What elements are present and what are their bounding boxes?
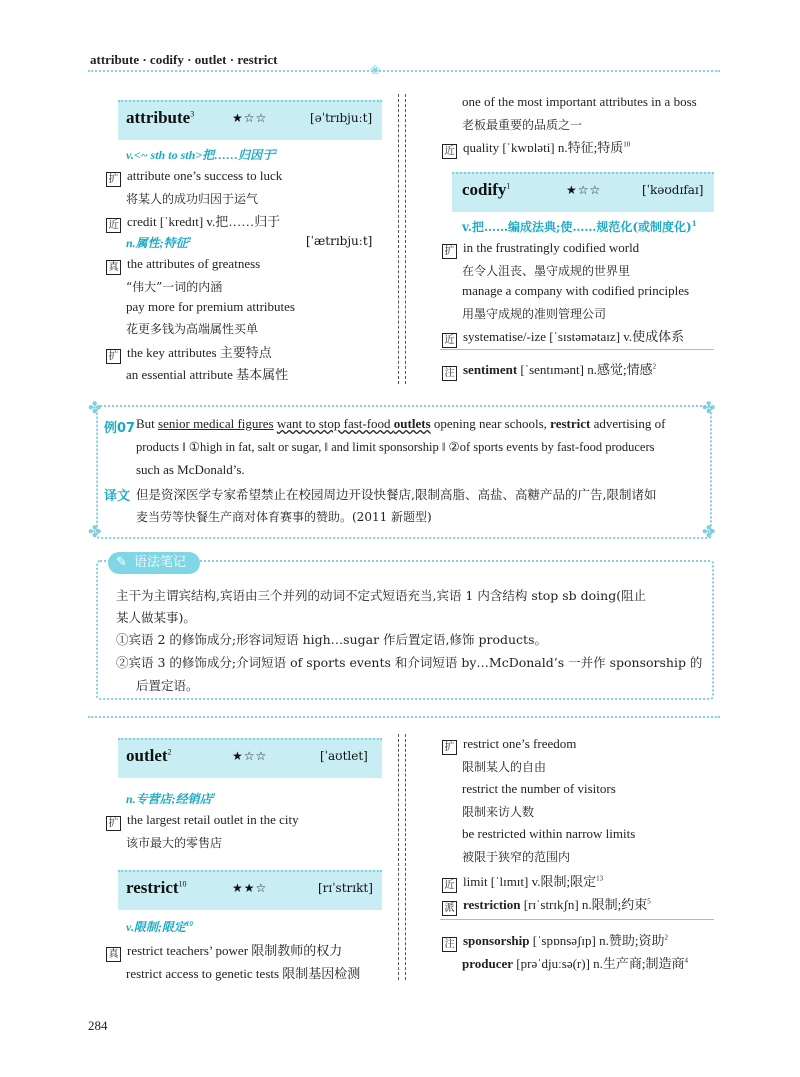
- note-tag-icon: 注: [442, 937, 457, 952]
- expand-tag-icon: 扩: [442, 244, 457, 259]
- attribute-example-cont-zh: 老板最重要的品质之一: [462, 118, 583, 132]
- real-tag-icon: 真: [106, 260, 121, 275]
- near-tag-icon: 近: [442, 144, 457, 159]
- restrict-ext3: be restricted within narrow limits: [462, 826, 636, 841]
- outlet-headword: outlet$^2$: [126, 746, 172, 765]
- codify-headword: codify$^1$: [462, 180, 511, 199]
- attribute-pos1: v.<~ sth to sth>把……归因于$^1$: [126, 148, 278, 162]
- corner-ornament-icon: ✤: [88, 398, 102, 417]
- restrict-ipa: [rɪˈstrɪkt]: [318, 881, 373, 895]
- producer-note: producer [prəˈdjuːsə(r)] n.生产商;制造商$^4$: [462, 956, 689, 971]
- attribute-near: 近 credit [ˈkredɪt] v.把……归于: [106, 211, 280, 233]
- note-divider: [440, 919, 714, 920]
- near-tag-icon: 近: [442, 878, 457, 893]
- header-divider: [88, 70, 720, 72]
- example-line1: But senior medical figures want to stop fast-food outlets opening near schools, restrict advertising of: [136, 416, 666, 431]
- attribute-ipa: [əˈtrɪbjuːt]: [310, 111, 373, 125]
- example-line3: such as McDonald’s.: [136, 462, 245, 477]
- expand-tag-icon: 扩: [106, 349, 121, 364]
- restrict-ext3-zh: 被限于狭窄的范围内: [462, 850, 571, 864]
- codify-stars: ★☆☆: [566, 183, 602, 197]
- codify-ext1: 扩 in the frustratingly codified world: [442, 240, 639, 259]
- outlet-pos: n.专营店;经销店$^2$: [126, 792, 216, 806]
- attribute-stars: ★☆☆: [232, 111, 268, 125]
- codify-pos: v.把……编成法典;使……规范化(或制度化)$^1$: [462, 219, 697, 234]
- codify-ext2: manage a company with codified principles: [462, 283, 690, 298]
- restrict-stars: ★★☆: [232, 881, 268, 895]
- example-line2: products ‖ ①high in fat, salt or sugar, ‖ and limit sponsorship ‖ ②of sports events by fast-food producers: [136, 440, 655, 454]
- expand-tag-icon: 扩: [106, 816, 121, 831]
- derive-tag-icon: 派: [442, 901, 457, 916]
- note-tag-icon: 注: [442, 366, 457, 381]
- example-label: 例07: [104, 421, 136, 436]
- expand-tag-icon: 扩: [106, 172, 121, 187]
- grammar-line4: ②宾语 3 的修饰成分;介词短语 of sports events 和介词短语 by…McDonald’s 一并作 sponsorship 的: [116, 655, 703, 670]
- outlet-ext1: 扩 the largest retail outlet in the city: [106, 812, 299, 831]
- codify-near: 近 systematise/-ize [ˈsɪstəmətaɪz] v.使成体系: [442, 326, 684, 348]
- sentiment-note: 注 sentiment [ˈsentɪmənt] n.感觉;情感$^2$: [442, 359, 656, 381]
- real-tag-icon: 真: [106, 947, 121, 962]
- translation-line1: 但是资深医学专家希望禁止在校园周边开设快餐店,限制高脂、高盐、高糖产品的广告,限制诸如: [136, 487, 657, 502]
- attribute-headword: attribute$^3$: [126, 108, 195, 127]
- running-header: attribute · codify · outlet · restrict: [90, 52, 278, 67]
- restrict-ext2: restrict the number of visitors: [462, 781, 616, 796]
- grammar-notes-tab: ✎ 语法笔记: [108, 552, 200, 574]
- quality-near: 近 quality [ˈkwɒləti] n.特征;特质$^{10}$: [442, 137, 630, 159]
- translation-line2: 麦当劳等快餐生产商对体育赛事的赞助。(2011 新题型): [136, 510, 432, 524]
- restrict-ext1-zh: 限制某人的自由: [462, 760, 547, 774]
- note-divider: [440, 349, 714, 350]
- grammar-line3: ①宾语 2 的修饰成分;形容词短语 high…sugar 作后置定语,修饰 products。: [116, 632, 547, 647]
- restrict-ext1: 扩 restrict one’s freedom: [442, 736, 576, 755]
- column-separator: [398, 734, 406, 980]
- restrict-headword: restrict$^{10}$: [126, 878, 187, 897]
- expand-tag-icon: 扩: [442, 740, 457, 755]
- attribute-ext1-zh: 将某人的成功归因于运气: [126, 192, 259, 206]
- column-separator: [398, 94, 406, 384]
- attribute-real1: 真 the attributes of greatness: [106, 256, 260, 275]
- corner-ornament-icon: ✤: [702, 398, 716, 417]
- restrict-real1: 真 restrict teachers’ power 限制教师的权力: [106, 940, 342, 962]
- section-divider: [88, 716, 720, 718]
- grammar-line5: 后置定语。: [136, 678, 199, 693]
- codify-ipa: [ˈkəʊdɪfaɪ]: [642, 183, 704, 197]
- attribute-ext1: 扩 attribute one’s success to luck: [106, 168, 282, 187]
- attribute-real1-zh: “伟大”一词的内涵: [126, 280, 223, 294]
- codify-ext1-zh: 在令人沮丧、墨守成规的世界里: [462, 264, 631, 278]
- restrict-pos: v.限制;限定$^{10}$: [126, 920, 193, 934]
- outlet-stars: ★☆☆: [232, 749, 268, 763]
- restrict-real2: restrict access to genetic tests 限制基因检测: [126, 966, 361, 981]
- grammar-line2: 某人做某事)。: [116, 610, 196, 625]
- codify-ext2-zh: 用墨守成规的准则管理公司: [462, 307, 607, 321]
- outlet-ipa: [ˈaʊtlet]: [320, 749, 368, 763]
- corner-ornament-icon: ✤: [88, 522, 102, 541]
- page-number: 284: [88, 1018, 108, 1033]
- restriction-derive: 派 restriction [rɪˈstrɪkʃn] n.限制;约束$^5$: [442, 894, 651, 916]
- near-tag-icon: 近: [442, 333, 457, 348]
- attribute-ipa2: [ˈætrɪbjuːt]: [306, 234, 373, 248]
- restrict-ext2-zh: 限制来访人数: [462, 805, 535, 819]
- sponsorship-note: 注 sponsorship [ˈspɒnsəʃɪp] n.赞助;资助$^2$: [442, 930, 668, 952]
- header-ornament-icon: ❀: [370, 63, 381, 77]
- translation-label: 译文: [104, 489, 131, 504]
- outlet-ext1-zh: 该市最大的零售店: [126, 836, 223, 850]
- near-tag-icon: 近: [106, 218, 121, 233]
- attribute-real2: pay more for premium attributes: [126, 299, 295, 314]
- quill-icon: ✎: [116, 555, 127, 570]
- attribute-example-cont: one of the most important attributes in a boss: [462, 94, 697, 109]
- corner-ornament-icon: ✤: [702, 522, 716, 541]
- limit-near: 近 limit [ˈlɪmɪt] v.限制;限定$^{13}$: [442, 871, 603, 893]
- attribute-ext2: 扩 the key attributes 主要特点: [106, 342, 272, 364]
- attribute-pos2: n.属性;特征$^2$: [126, 236, 192, 250]
- attribute-ext2b: an essential attribute 基本属性: [126, 367, 289, 382]
- attribute-real2-zh: 花更多钱为高端属性买单: [126, 322, 259, 336]
- grammar-line1: 主干为主谓宾结构,宾语由三个并列的动词不定式短语充当,宾语 1 内含结构 stop sb doing(阻止: [116, 588, 647, 603]
